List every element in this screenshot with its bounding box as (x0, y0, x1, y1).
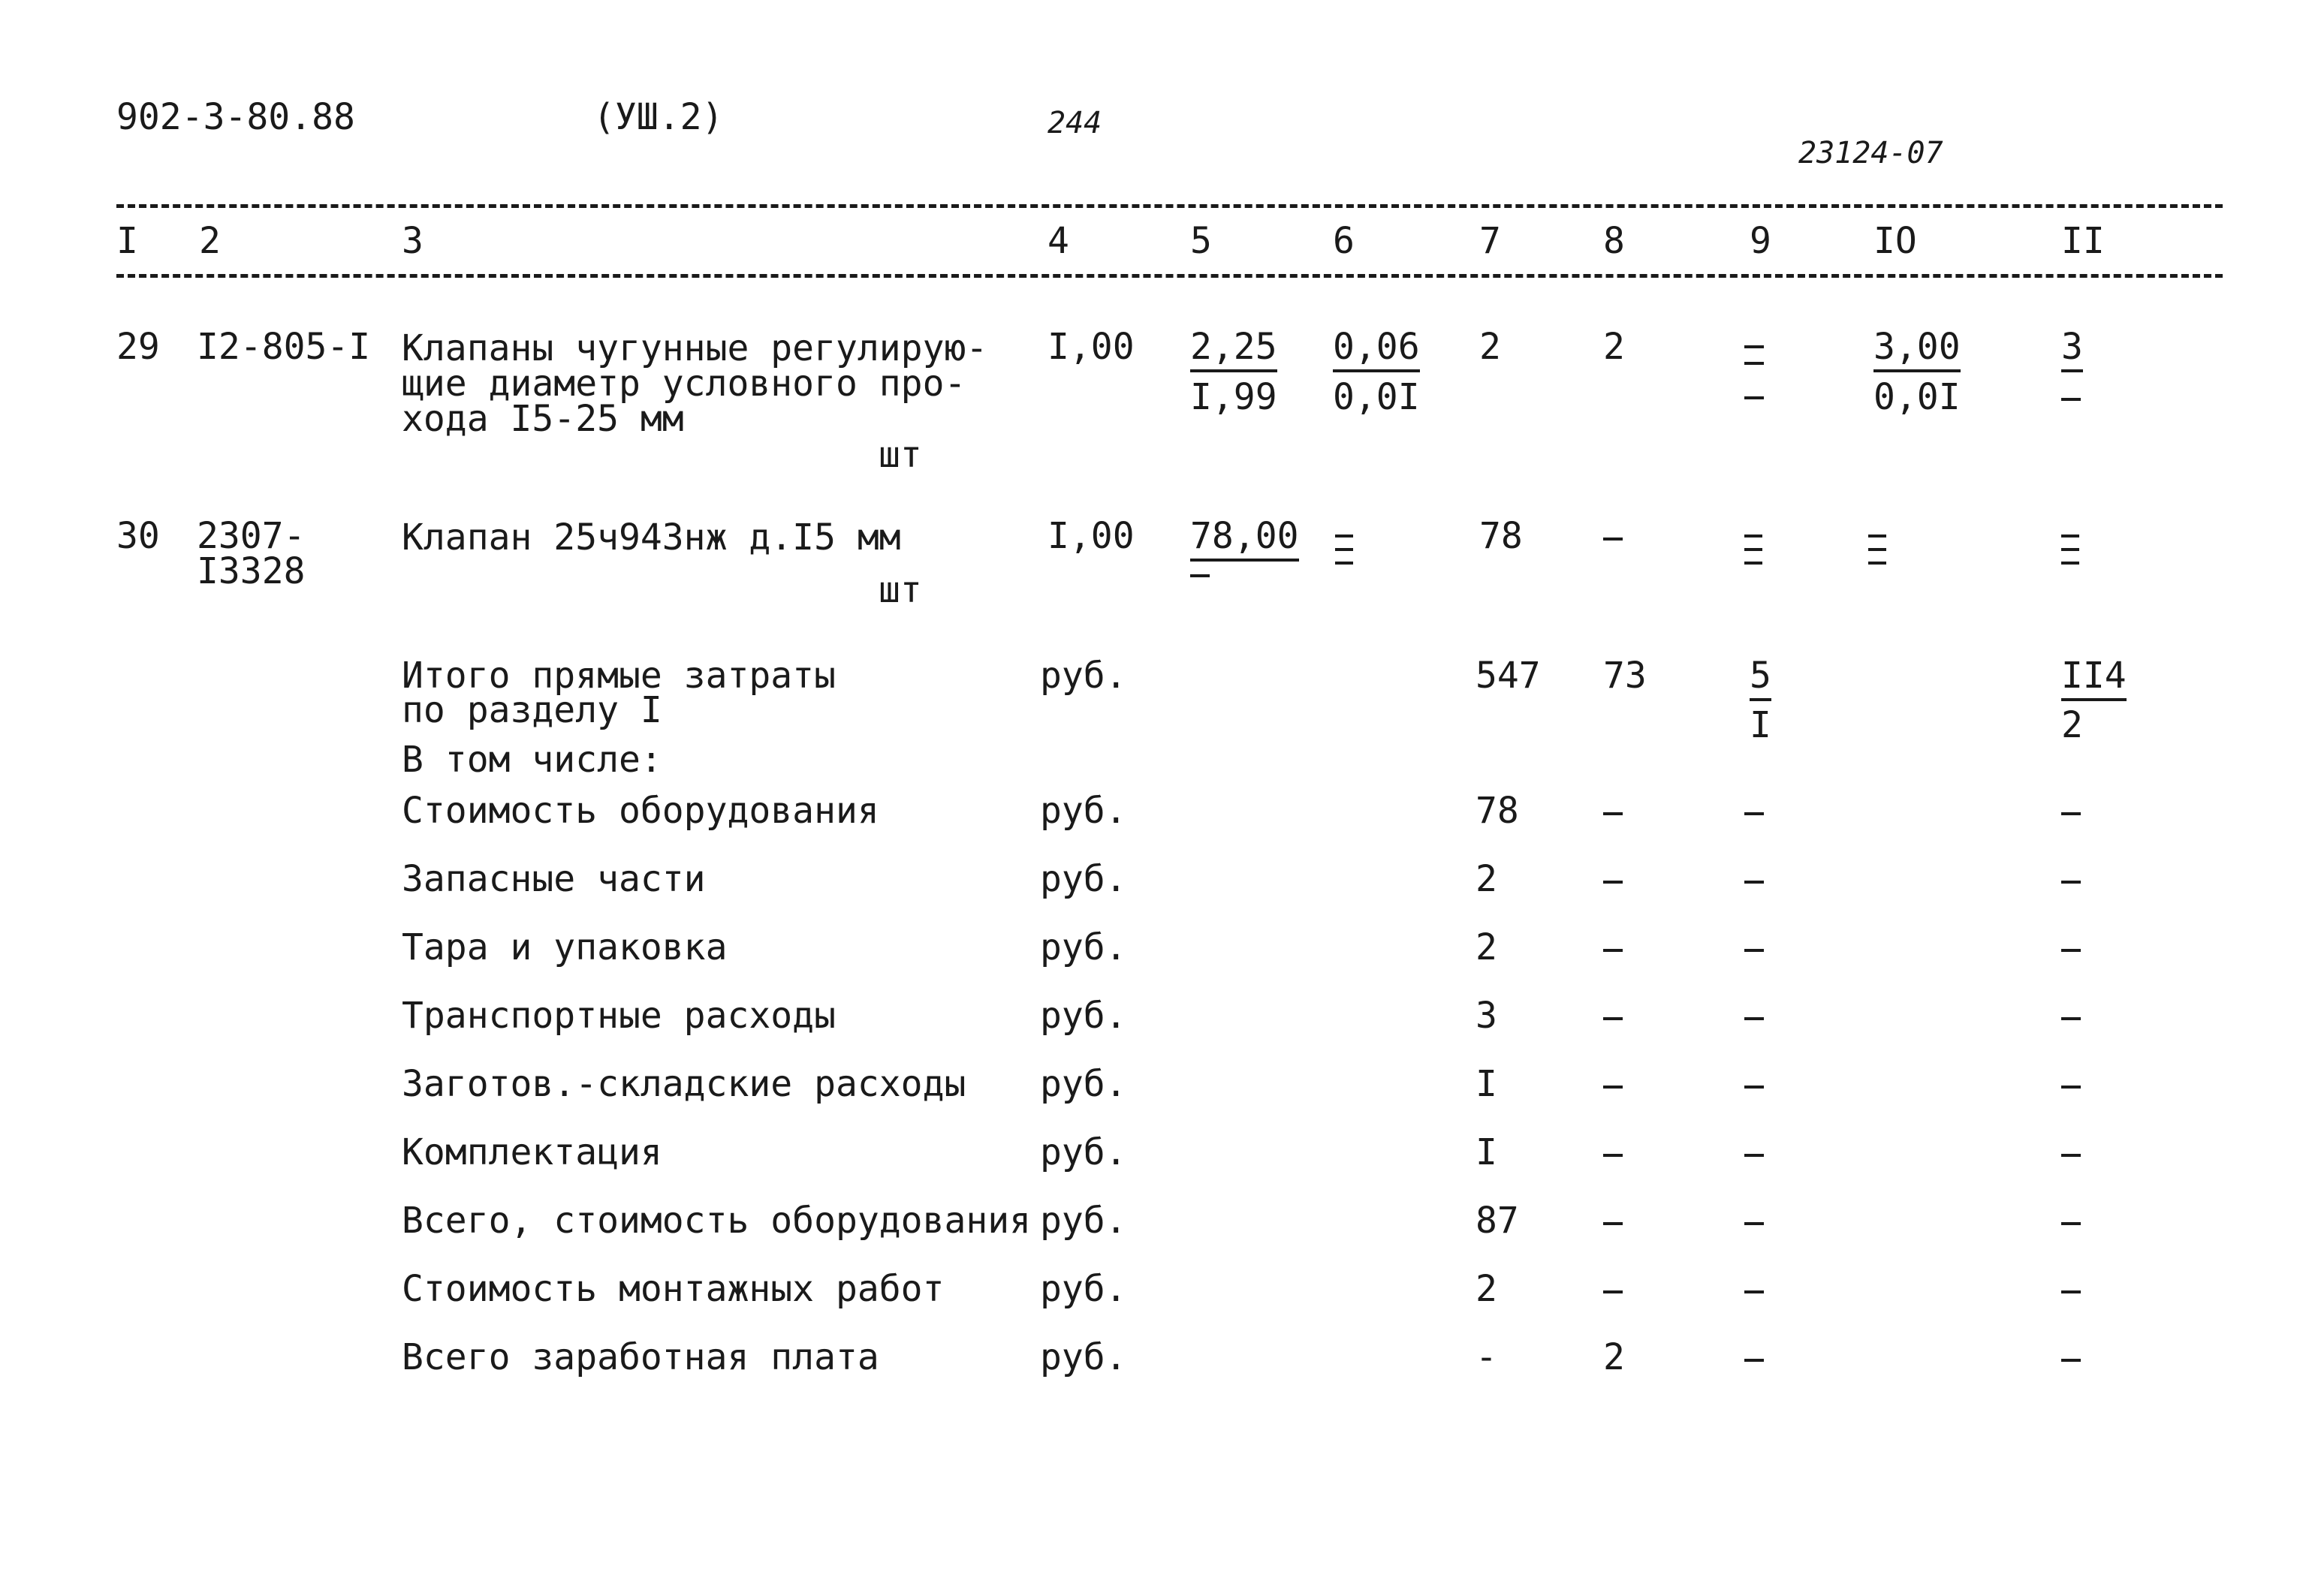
dash-mark (1603, 1222, 1623, 1225)
ditto-mark (1744, 535, 1762, 565)
col7-value: 2 (1479, 326, 1501, 368)
col6-numerator: 0,06 (1333, 326, 1420, 372)
ditto-mark (2061, 535, 2079, 565)
breakdown-unit: руб. (1040, 1268, 1127, 1310)
breakdown-unit: руб. (1040, 1200, 1127, 1242)
dash-mark (1603, 812, 1623, 815)
totals-label-line: Итого прямые затраты (402, 655, 836, 697)
row-description-line: щие диаметр условного про- (402, 363, 966, 405)
dash-mark (1603, 881, 1623, 884)
page-number: 244 (1047, 106, 1102, 140)
col5-numerator: 2,25 (1190, 326, 1277, 372)
breakdown-label: Всего, стоимость оборудования (402, 1200, 1032, 1242)
breakdown-label: Тара и упаковка (402, 926, 728, 968)
dash-mark (2061, 1222, 2081, 1225)
col-header-8: 8 (1603, 220, 1625, 262)
breakdown-col7: - (1476, 1336, 1497, 1378)
ditto-mark (1335, 535, 1353, 565)
dash-mark (1744, 396, 1764, 399)
breakdown-label: Стоимость оборудования (402, 790, 879, 832)
breakdown-unit: руб. (1040, 790, 1127, 832)
breakdown-col7: I (1476, 1063, 1497, 1105)
breakdown-col7: 2 (1476, 858, 1497, 900)
dash-mark (1603, 1290, 1623, 1293)
dash-mark (1603, 538, 1623, 541)
col10-numerator: 3,00 (1873, 326, 1961, 372)
col11-numerator: 3 (2061, 326, 2083, 372)
breakdown-label: Комплектация (402, 1131, 662, 1173)
breakdown-label: Транспортные расходы (402, 995, 836, 1037)
archive-stamp: 23124-07 (1798, 136, 1943, 170)
breakdown-label: Всего заработная плата (402, 1336, 879, 1378)
dash-mark (1744, 1154, 1764, 1157)
col-header-4: 4 (1047, 220, 1069, 262)
row-number: 30 (116, 515, 160, 557)
dash-mark (1744, 1017, 1764, 1020)
totals-col11-denominator: 2 (2061, 704, 2083, 746)
col-header-7: 7 (1479, 220, 1501, 262)
dash-mark (1744, 949, 1764, 952)
breakdown-col7: 2 (1476, 1268, 1497, 1310)
dash-mark (2061, 949, 2081, 952)
dash-mark (1744, 1290, 1764, 1293)
dash-mark (2061, 1017, 2081, 1020)
totals-unit: руб. (1040, 655, 1127, 697)
header-rule-bottom (116, 274, 2223, 278)
col7-value: 78 (1479, 515, 1523, 557)
col5-numerator: 78,00 (1190, 515, 1299, 562)
dash-mark (1603, 949, 1623, 952)
doc-code: 902-3-80.88 (116, 96, 355, 138)
col-header-5: 5 (1190, 220, 1212, 262)
dash-mark (1744, 1359, 1764, 1362)
breakdown-unit: руб. (1040, 858, 1127, 900)
col-header-9: 9 (1750, 220, 1771, 262)
totals-col11-numerator: II4 (2061, 655, 2127, 701)
col10-denominator: 0,0I (1873, 376, 1961, 418)
breakdown-col7: 87 (1476, 1200, 1519, 1242)
breakdown-unit: руб. (1040, 1336, 1127, 1378)
dash-mark (2061, 1290, 2081, 1293)
dash-mark (2061, 398, 2081, 401)
breakdown-col7: 3 (1476, 995, 1497, 1037)
col5-denominator: I,99 (1190, 376, 1277, 418)
dash-mark (2061, 1086, 2081, 1089)
ditto-mark (1744, 345, 1764, 365)
row-description-line: хода I5-25 мм (402, 398, 684, 440)
col8-value: 2 (1603, 326, 1625, 368)
row-description-line: Клапаны чугунные регулирую- (402, 327, 988, 369)
dash-mark (2061, 812, 2081, 815)
dash-mark (1603, 1154, 1623, 1157)
dash-mark (1744, 1086, 1764, 1089)
breakdown-unit: руб. (1040, 1063, 1127, 1105)
col-header-11: II (2061, 220, 2105, 262)
breakdown-col7: I (1476, 1131, 1497, 1173)
breakdown-col8: 2 (1603, 1336, 1625, 1378)
totals-col9-numerator: 5 (1750, 655, 1771, 701)
dash-mark (1744, 1222, 1764, 1225)
row-code: 2307- (197, 515, 306, 557)
col-header-10: IO (1873, 220, 1917, 262)
col6-denominator: 0,0I (1333, 376, 1420, 418)
dash-mark (1603, 1086, 1623, 1089)
col-header-2: 2 (199, 220, 221, 262)
col-header-6: 6 (1333, 220, 1355, 262)
col-header-3: 3 (402, 220, 424, 262)
dash-mark (2061, 1359, 2081, 1362)
row-quantity: I,00 (1047, 326, 1135, 368)
breakdown-unit: руб. (1040, 926, 1127, 968)
breakdown-unit: руб. (1040, 1131, 1127, 1173)
row-unit: шт (879, 569, 922, 611)
breakdown-label: Стоимость монтажных работ (402, 1268, 945, 1310)
dash-mark (1744, 881, 1764, 884)
dash-mark (1744, 812, 1764, 815)
breakdown-col7: 2 (1476, 926, 1497, 968)
dash-mark (2061, 1154, 2081, 1157)
col-header-1: I (116, 220, 138, 262)
breakdown-label: Заготов.-складские расходы (402, 1063, 966, 1105)
row-code: I3328 (197, 550, 306, 592)
row-unit: шт (879, 434, 922, 476)
breakdown-label: Запасные части (402, 858, 706, 900)
totals-subheading: В том числе: (402, 739, 662, 781)
row-code: I2-805-I (197, 326, 371, 368)
dash-mark (1603, 1017, 1623, 1020)
totals-col8: 73 (1603, 655, 1647, 697)
totals-col7: 547 (1476, 655, 1541, 697)
dash-mark (1190, 574, 1210, 577)
breakdown-col7: 78 (1476, 790, 1519, 832)
row-number: 29 (116, 326, 160, 368)
totals-label-line: по разделу I (402, 689, 662, 731)
breakdown-unit: руб. (1040, 995, 1127, 1037)
volume-label: (УШ.2) (593, 96, 724, 138)
row-quantity: I,00 (1047, 515, 1135, 557)
dash-mark (2061, 881, 2081, 884)
header-rule-top (116, 204, 2223, 208)
ditto-mark (1868, 535, 1886, 565)
totals-col9-denominator: I (1750, 704, 1771, 746)
row-description-line: Клапан 25ч943нж д.I5 мм (402, 516, 901, 559)
